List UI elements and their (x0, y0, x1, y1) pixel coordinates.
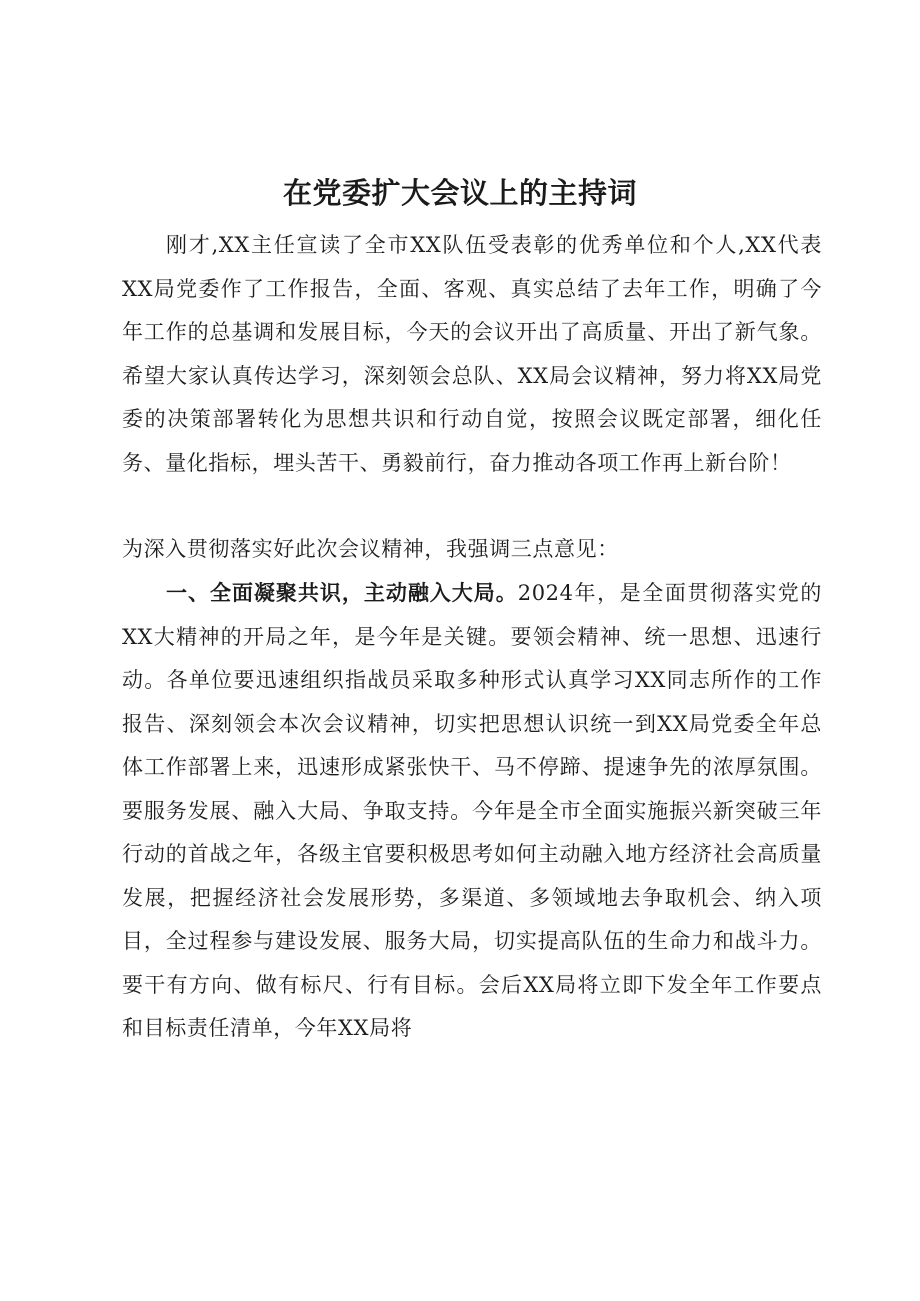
paragraph-transition: 为深入贯彻落实好此次会议精神，我强调三点意见： (122, 537, 619, 561)
section-1-heading: 一、全面凝聚共识，主动融入大局。 (166, 581, 518, 605)
page-title: 在党委扩大会议上的主持词 (282, 176, 637, 210)
section-1-text: 2024年，是全面贯彻落实党的XX大精神的开局之年，是今年是关键。要领会精神、统一思想、迅速行动。各单位要迅速组织指战员采取多种形式认真学习XX同志所作的工作报告、深刻领会本次会议精神，切实把思想认识统一到XX局党委全年总体工作部署上来，迅速形成紧张快干、马不停蹄、提速争先的浓厚氛围。要服务发展、融入大局、争取支持。今年是全市全面实施振兴新突破三年行动的首战之年，各级主官要积极思考如何主动融入地方经济社会高质量发展，把握经济社会发展形势，多渠道、多领域地去争取机会、纳入项目，全过程参与建设发展、服务大局，切实提高队伍的生命力和战斗力。要干有方向、做有标尺、行有目标。会后XX局将立即下发全年工作要点和目标责任清单，今年XX局将 (122, 581, 822, 1040)
paragraph-opening: 刚才,XX主任宣读了全市XX队伍受表彰的优秀单位和个人,XX代表XX局党委作了工作报告，全面、客观、真实总结了去年工作，明确了今年工作的总基调和发展目标，今天的会议开出了高质量、开出了新气象。希望大家认真传达学习，深刻领会总队、XX局会议精神，努力将XX局党委的决策部署转化为思想共识和行动自觉，按照会议既定部署，细化任务、量化指标，埋头苦干、勇毅前行，奋力推动各项工作再上新台阶！ (122, 233, 822, 475)
section-1 (122, 572, 822, 1051)
